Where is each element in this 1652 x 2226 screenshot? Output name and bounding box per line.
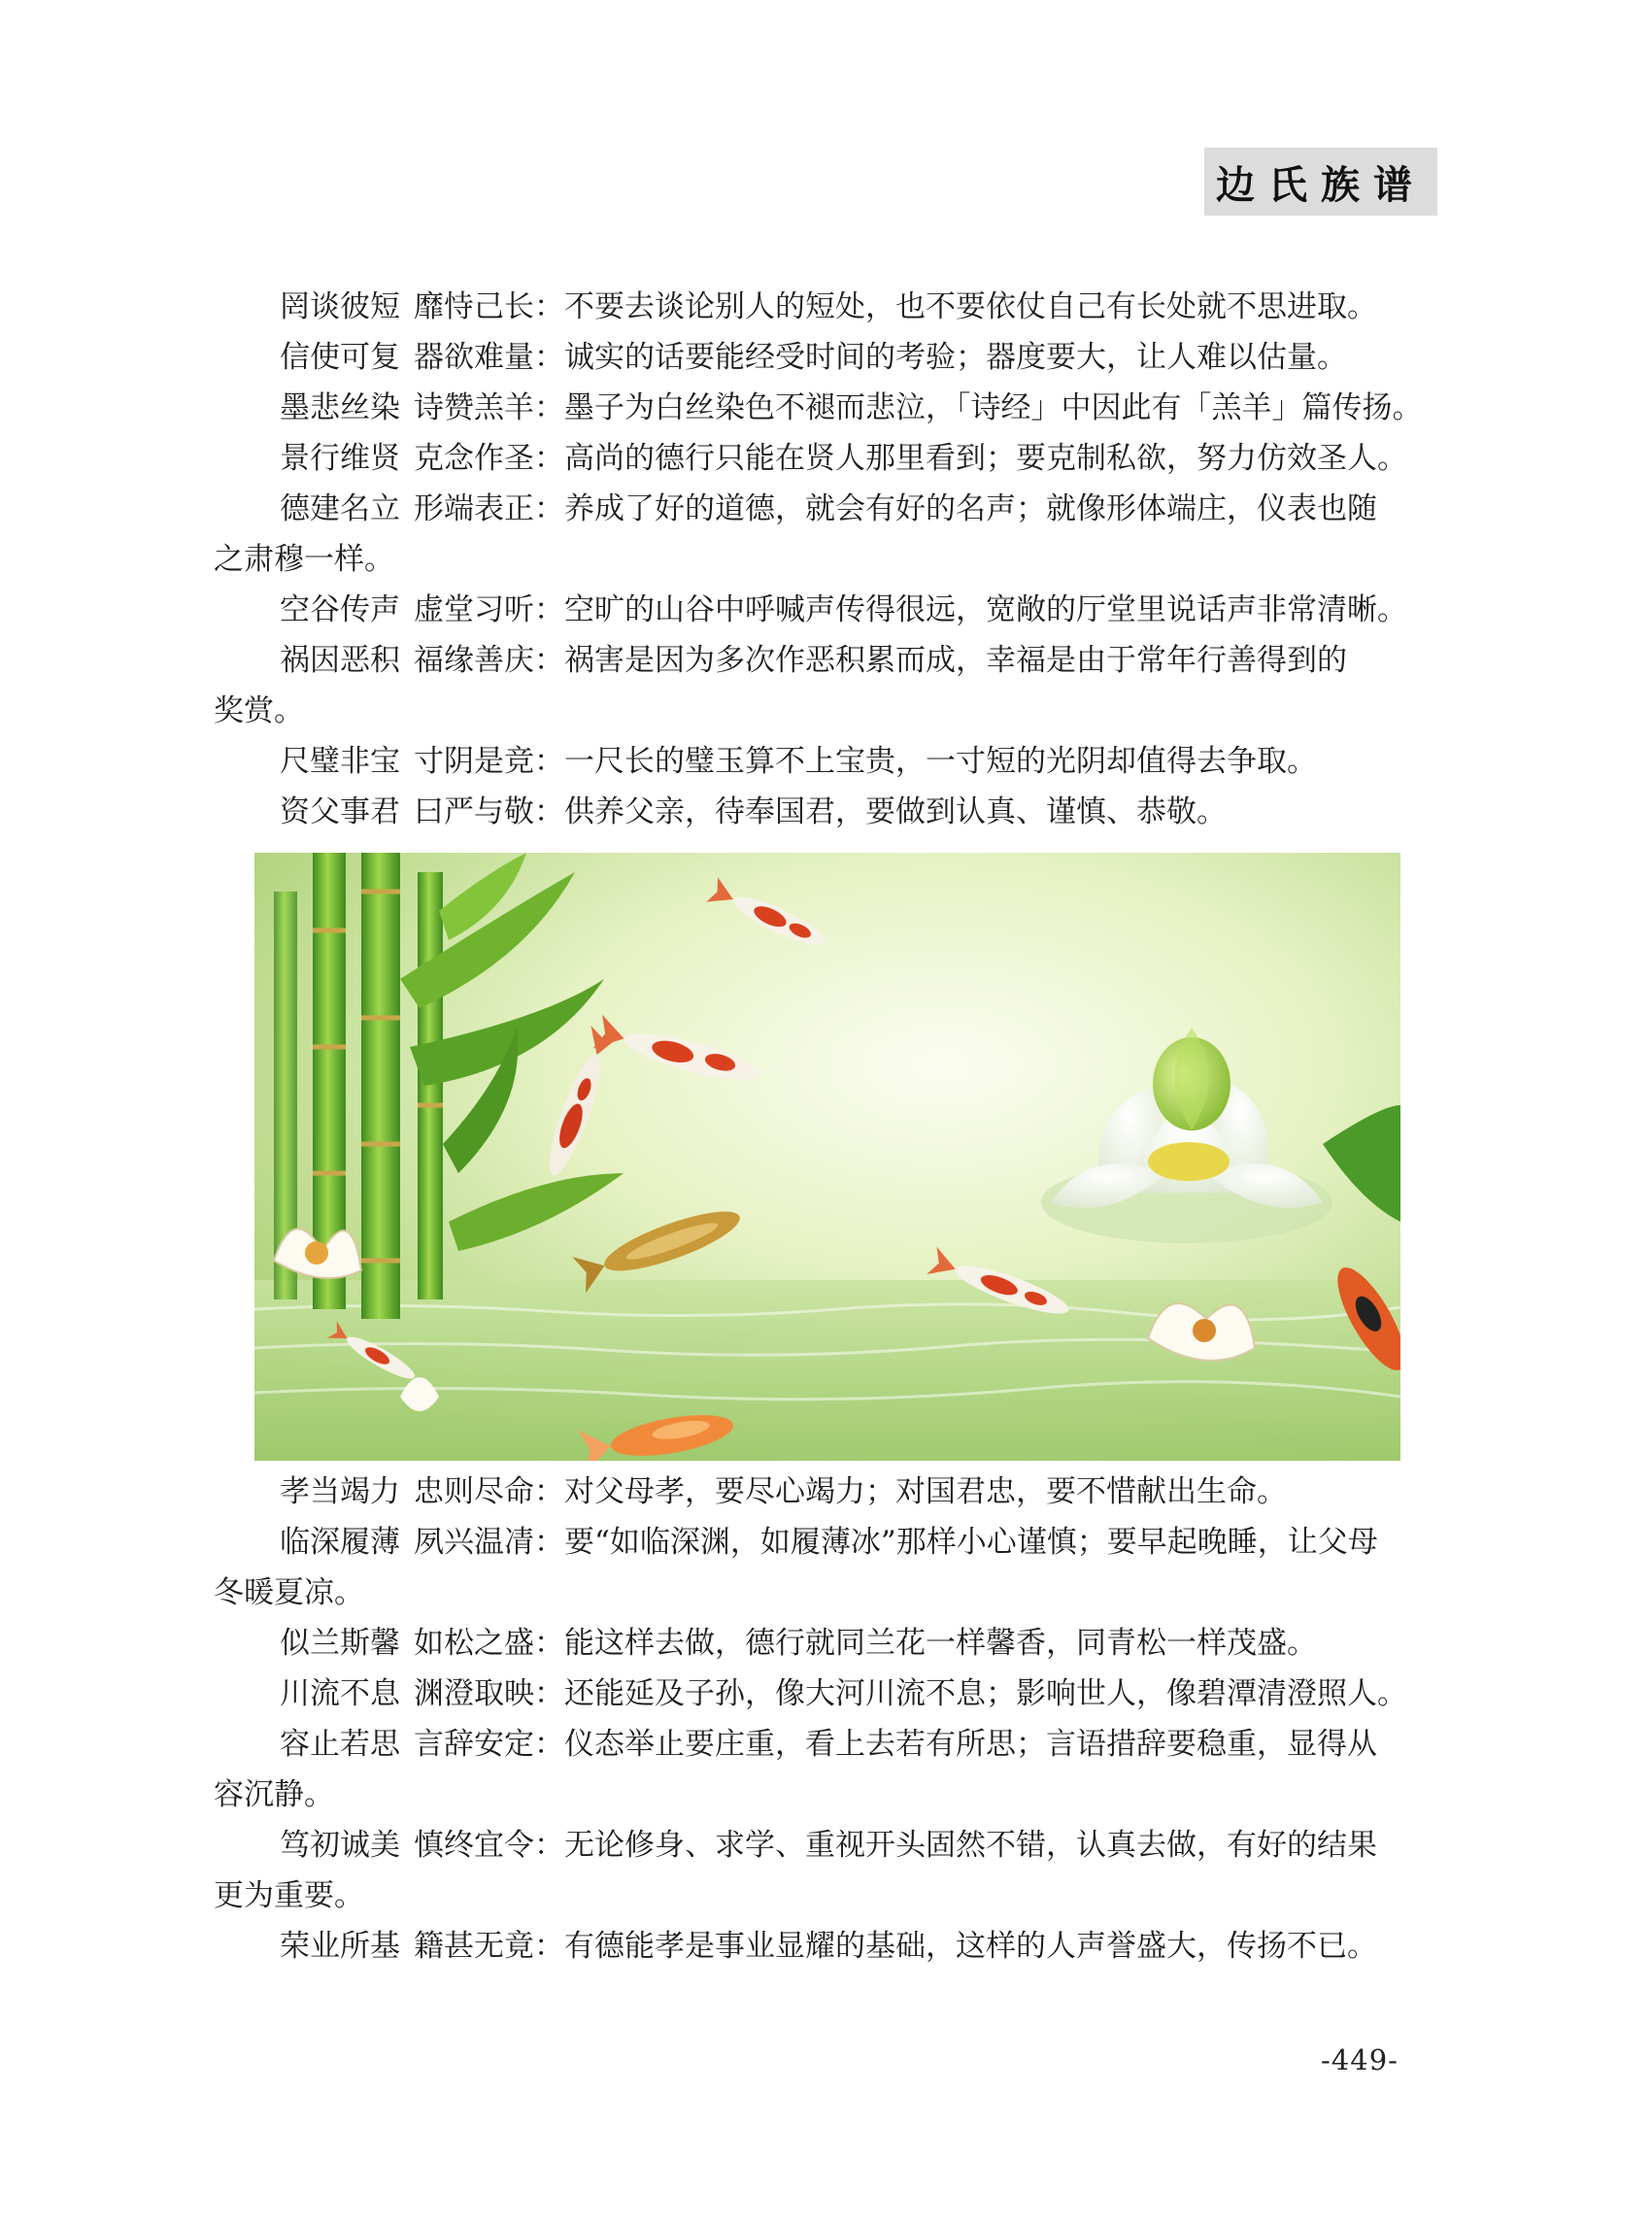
verse-line — [214, 332, 1447, 383]
verse-line — [214, 383, 1447, 433]
verse-entry — [214, 787, 1447, 837]
verse-phrase-second: 籍甚无竟： — [414, 1929, 564, 1964]
verse-phrase-first: 祸因恶积 — [280, 643, 400, 678]
book-title: 边氏族谱 — [1216, 161, 1426, 208]
verse-phrase-first: 笃初诚美 — [280, 1828, 400, 1863]
verse-explanation-continued: 更为重要。 — [214, 1878, 364, 1913]
verse-entry — [214, 332, 1447, 383]
verse-entry — [214, 1517, 1447, 1618]
verse-phrase-second: 寸阴是竞： — [414, 744, 564, 779]
verse-line — [214, 484, 1447, 534]
verse-line — [214, 282, 1447, 332]
verse-explanation: 有德能孝是事业显耀的基础，这样的人声誉盛大，传扬不已。 — [564, 1929, 1377, 1964]
verse-phrase-second: 虚堂习听： — [414, 592, 564, 627]
text-block-top — [214, 282, 1447, 837]
verse-phrase-first: 临深履薄 — [280, 1525, 400, 1560]
verse-entry — [214, 1669, 1447, 1719]
text-block-bottom — [214, 1467, 1447, 1972]
verse-explanation: 无论修身、求学、重视开头固然不错，认真去做，有好的结果 — [564, 1828, 1377, 1863]
verse-explanation: 墨子为白丝染色不褪而悲泣，「诗经」中因此有「羔羊」篇传扬。 — [564, 390, 1423, 425]
verse-phrase-second: 如松之盛： — [414, 1626, 564, 1661]
verse-phrase-first: 墨悲丝染 — [280, 390, 400, 425]
verse-phrase-first: 尺璧非宝 — [280, 744, 400, 779]
verse-line — [214, 1467, 1447, 1517]
verse-phrase-second: 忠则尽命： — [414, 1474, 564, 1509]
verse-explanation: 不要去谈论别人的短处，也不要依仗自己有长处就不思进取。 — [564, 289, 1377, 324]
verse-line — [214, 1669, 1447, 1719]
verse-phrase-first: 荣业所基 — [280, 1929, 400, 1964]
koi-lotus-bamboo-illustration — [254, 853, 1400, 1461]
verse-explanation-continued: 容沉静。 — [214, 1777, 334, 1812]
page-number: -449- — [1321, 2043, 1399, 2076]
verse-line — [214, 433, 1447, 484]
verse-phrase-second: 言辞安定： — [414, 1727, 564, 1762]
verse-explanation: 祸害是因为多次作恶积累而成，幸福是由于常年行善得到的 — [564, 643, 1347, 678]
verse-phrase-second: 曰严与敬： — [414, 794, 564, 829]
verse-explanation: 空旷的山谷中呼喊声传得很远，宽敞的厅堂里说话声非常清晰。 — [564, 592, 1407, 627]
verse-explanation-continued: 冬暖夏凉。 — [214, 1575, 364, 1610]
verse-line — [214, 1820, 1447, 1871]
verse-phrase-second: 靡恃己长： — [414, 289, 564, 324]
verse-explanation: 还能延及子孙，像大河川流不息；影响世人，像碧潭清澄照人。 — [564, 1676, 1407, 1711]
verse-line — [214, 787, 1447, 837]
verse-phrase-second: 渊澄取映： — [414, 1676, 564, 1711]
verse-entry — [214, 1820, 1447, 1921]
verse-line — [214, 1517, 1447, 1568]
verse-phrase-second: 形端表正： — [414, 491, 564, 526]
verse-explanation: 诚实的话要能经受时间的考验；器度要大，让人难以估量。 — [564, 340, 1347, 375]
verse-phrase-second: 慎终宜令： — [414, 1828, 564, 1863]
verse-phrase-first: 似兰斯馨 — [280, 1626, 400, 1661]
verse-entry — [214, 635, 1447, 736]
verse-entry — [214, 383, 1447, 433]
verse-explanation-continued: 奖赏。 — [214, 693, 304, 728]
verse-line — [214, 736, 1447, 787]
verse-phrase-second: 诗赞羔羊： — [414, 390, 564, 425]
verse-phrase-first: 德建名立 — [280, 491, 400, 526]
verse-explanation: 能这样去做，德行就同兰花一样馨香，同青松一样茂盛。 — [564, 1626, 1317, 1661]
verse-line — [214, 1719, 1447, 1770]
verse-entry — [214, 1921, 1447, 1972]
verse-phrase-second: 器欲难量： — [414, 340, 564, 375]
verse-entry — [214, 1467, 1447, 1517]
verse-explanation: 仪态举止要庄重，看上去若有所思；言语措辞要稳重，显得从 — [564, 1727, 1377, 1762]
verse-phrase-first: 信使可复 — [280, 340, 400, 375]
verse-line — [214, 635, 1447, 686]
verse-entry — [214, 282, 1447, 332]
verse-explanation: 高尚的德行只能在贤人那里看到；要克制私欲，努力仿效圣人。 — [564, 441, 1407, 476]
verse-entry — [214, 736, 1447, 787]
verse-phrase-first: 孝当竭力 — [280, 1474, 400, 1509]
verse-phrase-first: 容止若思 — [280, 1727, 400, 1762]
verse-explanation: 养成了好的道德，就会有好的名声；就像形体端庄，仪表也随 — [564, 491, 1377, 526]
verse-explanation: 供养父亲，待奉国君，要做到认真、谨慎、恭敬。 — [564, 794, 1227, 829]
verse-entry — [214, 1618, 1447, 1669]
verse-entry — [214, 585, 1447, 635]
verse-explanation: 一尺长的璧玉算不上宝贵，一寸短的光阴却值得去争取。 — [564, 744, 1317, 779]
verse-line — [214, 1618, 1447, 1669]
verse-explanation: 对父母孝，要尽心竭力；对国君忠，要不惜献出生命。 — [564, 1474, 1287, 1509]
verse-phrase-first: 资父事君 — [280, 794, 400, 829]
verse-phrase-second: 克念作圣： — [414, 441, 564, 476]
verse-phrase-first: 罔谈彼短 — [280, 289, 400, 324]
verse-entry — [214, 1719, 1447, 1820]
verse-phrase-second: 福缘善庆： — [414, 643, 564, 678]
verse-entry — [214, 433, 1447, 484]
verse-explanation-continued: 之肃穆一样。 — [214, 542, 394, 577]
verse-phrase-first: 川流不息 — [280, 1676, 400, 1711]
verse-phrase-first: 空谷传声 — [280, 592, 400, 627]
verse-explanation: 要“如临深渊，如履薄冰”那样小心谨慎；要早起晚睡，让父母 — [564, 1525, 1378, 1560]
verse-phrase-first: 景行维贤 — [280, 441, 400, 476]
verse-entry — [214, 484, 1447, 585]
verse-phrase-second: 夙兴温凊： — [414, 1525, 564, 1560]
verse-line — [214, 1921, 1447, 1972]
verse-line — [214, 585, 1447, 635]
book-title-badge — [1204, 148, 1437, 216]
